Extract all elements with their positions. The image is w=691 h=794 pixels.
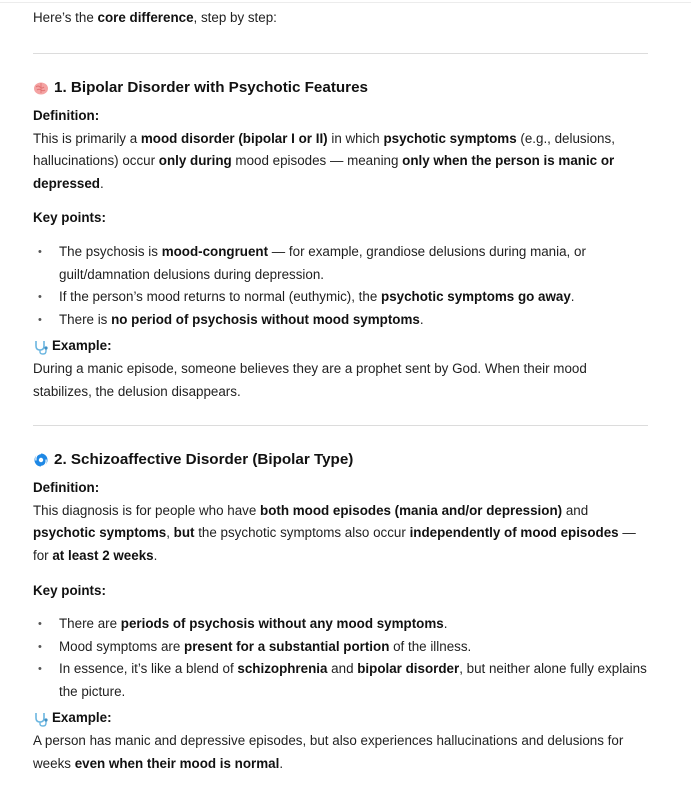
bullet-icon: •: [38, 313, 42, 326]
text-run: .: [100, 175, 104, 191]
text-run: During a manic episode, someone believes they are a prophet sent by God. When their mood stabilizes, the delusion disappears.: [33, 360, 587, 399]
text-run: There is: [59, 311, 112, 327]
bullet-icon: •: [38, 291, 42, 304]
section-heading: 2. Schizoaffective Disorder (Bipolar Type): [33, 449, 648, 471]
bold-text: mood-congruent: [161, 243, 269, 259]
chat-message-content: [33, 7, 648, 775]
bullet-icon: •: [38, 618, 42, 631]
text-run: ,: [166, 525, 174, 541]
key-point-item: [33, 658, 648, 703]
text-run: .: [570, 289, 575, 305]
top-edge-line: [0, 2, 691, 3]
bold-text: psychotic symptoms go away: [381, 289, 571, 305]
bold-text: schizophrenia: [237, 661, 328, 677]
key-points-list: [33, 241, 648, 331]
text-run: (e.g., delusions, hallucinations) occur: [33, 130, 615, 169]
definition-label: Definition:: [33, 108, 100, 123]
text-run: in which: [327, 130, 384, 146]
section-schizoaffective: [33, 449, 648, 775]
example-text: [33, 730, 648, 775]
text-run: There are: [59, 616, 121, 632]
example-text: [33, 358, 648, 403]
stethoscope-icon: [33, 711, 49, 727]
bold-text: at least 2 weeks: [52, 547, 154, 563]
section-heading: 1. Bipolar Disorder with Psychotic Features: [33, 77, 648, 99]
bullet-icon: •: [38, 640, 42, 653]
bold-text: psychotic symptoms: [33, 525, 167, 541]
text-run: In essence, it’s like a blend of: [59, 661, 238, 677]
example-heading: Example:: [33, 335, 648, 358]
text-run: The psychosis is: [59, 243, 162, 259]
text-run: , but neither alone fully explains the picture.: [59, 661, 647, 699]
key-point-item: [33, 241, 648, 286]
text-run: A person has manic and depressive episodes, but also experiences hallucinations and delusions for weeks: [33, 733, 624, 771]
bold-text: both mood episodes (mania and/or depression): [260, 502, 563, 518]
bullet-icon: •: [38, 663, 42, 676]
bold-text: even when their mood is normal: [74, 755, 280, 771]
key-point-item: [33, 613, 648, 636]
section-bipolar-psychotic: [33, 77, 648, 403]
text-run: the psychotic symptoms also occur: [194, 525, 410, 541]
text-run: This diagnosis is for people who have: [33, 502, 261, 518]
bold-text: periods of psychosis without any mood symptoms: [120, 616, 444, 632]
text-run: .: [279, 755, 284, 771]
key-point-item: [33, 286, 648, 309]
cyclone-icon: [33, 452, 49, 468]
bold-text: only when the person is manic or depressed: [33, 153, 615, 191]
bold-text: but: [173, 525, 195, 541]
bold-text: independently of mood episodes: [409, 525, 619, 541]
key-points-list: [33, 613, 648, 703]
bold-text: no period of psychosis without mood symptoms: [111, 311, 420, 327]
bold-text: bipolar disorder: [357, 661, 460, 677]
text-run: This is primarily a: [33, 130, 141, 146]
definition-text: [33, 500, 648, 568]
text-run: Mood symptoms are: [59, 638, 185, 654]
bullet-icon: •: [38, 245, 42, 258]
text-run: — for example, grandiose delusions during mania, or guilt/damnation delusions during depression.: [59, 243, 586, 282]
bold-text: present for a substantial portion: [184, 638, 390, 654]
bold-text: only during: [158, 153, 232, 169]
stethoscope-icon: [33, 339, 49, 355]
section-divider: [33, 425, 648, 426]
text-run: .: [419, 311, 424, 327]
text-run: — for: [33, 525, 636, 563]
definition-label: Definition:: [33, 480, 100, 496]
brain-icon: [33, 80, 49, 96]
key-points-label: Key points:: [33, 210, 106, 226]
text-run: and: [562, 502, 589, 518]
intro-paragraph: Here’s the core difference, step by step:: [33, 10, 277, 25]
text-run: If the person’s mood returns to normal (euthymic), the: [59, 289, 382, 305]
key-points-label: Key points:: [33, 582, 106, 598]
example-heading: Example:: [33, 707, 648, 730]
key-point-item: [33, 636, 648, 659]
text-run: mood episodes — meaning: [231, 153, 403, 169]
key-point-item: [33, 309, 648, 332]
text-run: .: [153, 547, 158, 563]
bold-text: psychotic symptoms: [383, 130, 517, 146]
bold-text: mood disorder (bipolar I or II): [140, 130, 328, 146]
text-run: .: [443, 616, 448, 632]
section-divider: [33, 53, 648, 54]
definition-text: [33, 128, 648, 196]
text-run: and: [327, 661, 358, 677]
text-run: of the illness.: [389, 638, 472, 654]
